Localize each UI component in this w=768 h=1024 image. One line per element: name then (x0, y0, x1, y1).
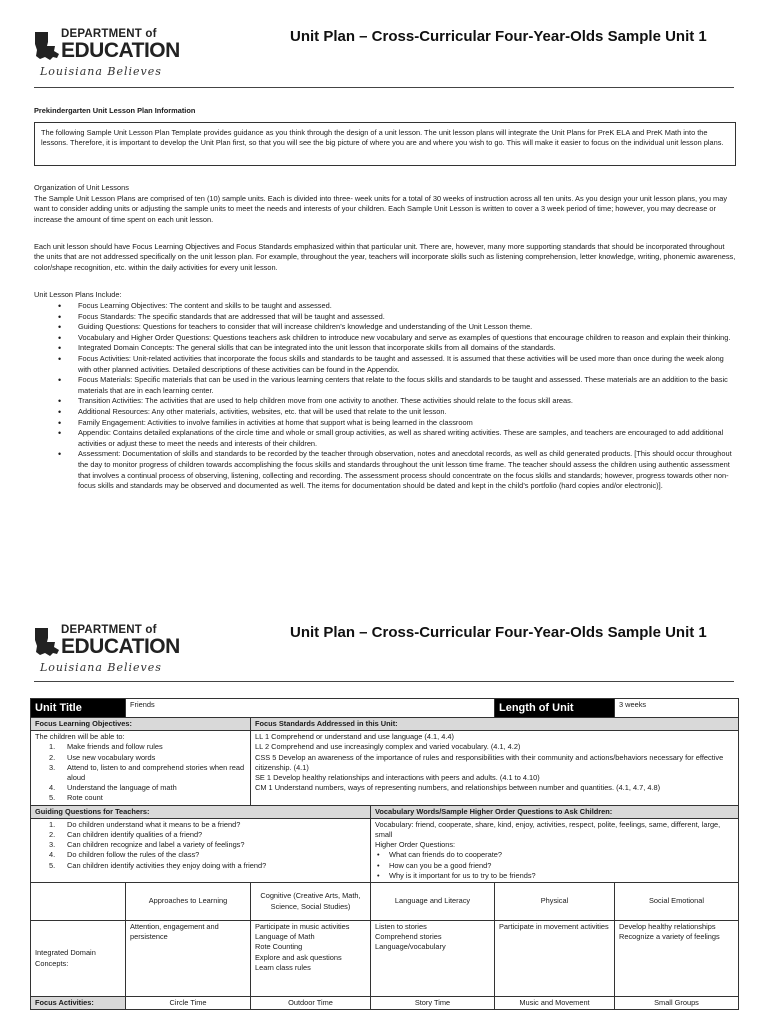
list-item: • Focus Learning Objectives: The content and skills to be taught and assessed. (34, 301, 736, 312)
list-item: • Assessment: Documentation of skills and standards to be recorded by the teacher through observation, notes and anecdotal records, as well as child generated products. [This should occur throughout the day to monitor progress of children towards accomplishing the focus skills and standards throughout the unit lesson time frame. The teacher should assess the children using authentic assessment that involves a continual process of observing, listening, collecting and recording. The assessment process should concentrate on the focus skills and standards; however, progress towards other non-focus skills and standards may be observed and documented as well. The items for documentation should be dated and kept in the child’s portfolio (hard copies and/or electronic)]. (34, 449, 736, 491)
concept-item: Participate in movement activities (499, 922, 609, 932)
info-box: The following Sample Unit Lesson Plan Template provides guidance as you think through the design of a unit lesson. The unit lesson plans will integrate the Unit Plans for PreK ELA and PreK Math into the lessons. Therefore, it is important to develop the Unit Plan first, so that you will see the big picture of where you are and where you wish to go. This will make it easier to focus on the individual unit lesson plans. (34, 122, 736, 166)
objectives-list (35, 742, 246, 803)
list-item: 3. Can children recognize and label a variety of feelings? (49, 840, 245, 850)
domain-approaches: Approaches to Learning (126, 883, 251, 921)
document-page-2 (0, 600, 768, 1024)
logo-line2: EDUCATION (61, 39, 180, 62)
standard-item: LL 1 Comprehend or understand and use language (4.1, 4.4) (255, 732, 455, 742)
list-item: 2. Can children identify qualities of a friend? (49, 830, 203, 840)
list-item: 2. Use new vocabulary words (49, 752, 156, 762)
standards-cell (251, 731, 739, 805)
guiding-questions-list (35, 820, 366, 871)
list-item: • Integrated Domain Concepts: The general skills that can be integrated into the unit lesson that incorporate skills from all domains of the standards. (34, 343, 736, 354)
table-row (31, 718, 739, 731)
unit-title-value: Friends (126, 699, 495, 718)
page-header (34, 624, 734, 682)
concept-item: Rote Counting (255, 942, 303, 952)
list-item: • How can you be a good friend? (375, 861, 734, 871)
list-item: 3. Attend to, listen to and comprehend stories when read aloud (49, 762, 245, 783)
list-item: • Transition Activities: The activities that are used to help children move from one activity to another. These activities should relate to the focus skill areas. (34, 396, 736, 407)
concept-item: Participate in music activities (255, 922, 350, 932)
concept-item: Recognize a variety of feelings (619, 932, 720, 942)
concepts-social (615, 921, 739, 997)
domain-social: Social Emotional (615, 883, 739, 921)
table-row (31, 731, 739, 805)
concept-item: Listen to stories (375, 922, 427, 932)
table-row (31, 818, 739, 882)
activity-header: Story Time (371, 997, 495, 1010)
list-item: 5. Can children identify activities they enjoy doing with a friend? (49, 860, 267, 870)
unit-plan-table (30, 698, 739, 1010)
logo-line1: DEPARTMENT of (61, 28, 157, 40)
concept-item: Language/vocabulary (375, 942, 446, 952)
list-heading: Unit Lesson Plans Include: (34, 290, 122, 299)
list-item: 1. Make friends and follow rules (49, 742, 163, 752)
table-row (31, 699, 739, 718)
standards-paragraph: Each unit lesson should have Focus Learning Objectives and Focus Standards emphasized within that particular unit. There are, however, many more supporting standards that should be incorporated throughout the units that are not addressed specifically on the unit lesson plan. For example, throughout the year, teachers will incorporate skills such as listening comprehension, letter knowledge, writing, phonemic awareness, color/shape recognition, etc. within the daily activities for every unit lesson. (34, 242, 736, 272)
concepts-language (371, 921, 495, 997)
objectives-cell (31, 731, 251, 805)
vocab-cell (371, 818, 739, 882)
list-item: 1. Do children understand what it means to be a friend? (49, 819, 241, 829)
concepts-approaches (126, 921, 251, 997)
vocab-words: Vocabulary: friend, cooperate, share, kind, enjoy, activities, respect, polite, feelings, same, different, large, small (375, 819, 721, 840)
concepts-cognitive (251, 921, 371, 997)
list-item: 5. Rote count (49, 793, 103, 803)
table-row (31, 997, 739, 1010)
table-row (31, 921, 739, 997)
list-item: • What can friends do to cooperate? (375, 850, 734, 860)
hoq-label: Higher Order Questions: (375, 840, 456, 850)
table-row (31, 805, 739, 818)
activity-header: Small Groups (615, 997, 739, 1010)
list-item: • Vocabulary and Higher Order Questions: Questions teachers ask children to introduce new vocabulary and serve as examples of questions that encourage children to reason and explain their thinking. (34, 333, 736, 344)
list-item: • Why is it important for us to try to be friends? (375, 871, 734, 881)
document-title: Unit Plan – Cross-Curricular Four-Year-Olds Sample Unit 1 (290, 28, 707, 45)
logo-line1: DEPARTMENT of (61, 624, 157, 636)
concept-item: Attention, engagement and persistence (130, 922, 219, 942)
document-title: Unit Plan – Cross-Curricular Four-Year-Olds Sample Unit 1 (290, 624, 707, 641)
organization-heading: Organization of Unit Lessons (34, 183, 129, 192)
vocab-label: Vocabulary Words/Sample Higher Order Questions to Ask Children: (371, 805, 739, 818)
list-item: 4. Do children follow the rules of the class? (49, 850, 200, 860)
activity-header: Music and Movement (495, 997, 615, 1010)
concepts-physical (495, 921, 615, 997)
list-item: • Additional Resources: Any other materials, activities, websites, etc. that will be used that relate to the unit lesson. (34, 407, 736, 418)
list-item: • Guiding Questions: Questions for teachers to consider that will increase children’s knowledge and understanding of the Unit Lesson theme. (34, 322, 736, 333)
hoq-list (375, 850, 734, 881)
concept-item: Learn class rules (255, 962, 311, 972)
objectives-intro: The children will be able to: (35, 732, 125, 742)
page-header (34, 28, 734, 88)
standards-label: Focus Standards Addressed in this Unit: (251, 718, 739, 731)
list-item: • Appendix: Contains detailed explanations of the circle time and whole or small group activities, as well as shared writing activities. These are samples, and teachers are encouraged to add additional activities or adjust these to meet the needs and interests of their children. (34, 428, 736, 449)
guiding-cell (31, 818, 371, 882)
activities-label: Focus Activities: (31, 997, 126, 1010)
plan-components-list (34, 301, 736, 492)
louisiana-state-icon (34, 626, 60, 658)
department-logo (34, 624, 180, 676)
logo-line2: EDUCATION (61, 635, 180, 658)
domain-cognitive: Cognitive (Creative Arts, Math, Science, Social Studies) (251, 883, 371, 921)
list-item: • Focus Materials: Specific materials that can be used in the various learning centers that relate to the focus skills and standards to be taught and assessed. These materials are an addition to the basic materials that are in each learning center. (34, 375, 736, 396)
list-item: • Family Engagement: Activities to involve families in activities at home that support what is being learned in the classroom (34, 418, 736, 429)
blank-corner-cell (31, 883, 126, 921)
section-title: Prekindergarten Unit Lesson Plan Information (34, 106, 196, 115)
standard-item: CM 1 Understand numbers, ways of representing numbers, and relationships between number and quantities. (4.1, 4.7, 4.8) (255, 783, 661, 793)
table-row (31, 883, 739, 921)
concept-item: Comprehend stories (375, 932, 442, 942)
activity-header: Outdoor Time (251, 997, 371, 1010)
standard-item: SE 1 Develop healthy relationships and interactions with peers and adults. (4.1 to 4.10) (255, 773, 540, 783)
concept-item: Develop healthy relationships (619, 922, 716, 932)
length-value: 3 weeks (615, 699, 739, 718)
objectives-label: Focus Learning Objectives: (31, 718, 251, 731)
unit-title-label: Unit Title (31, 699, 126, 718)
list-item: 4. Understand the language of math (49, 783, 177, 793)
organization-paragraph: The Sample Unit Lesson Plans are comprised of ten (10) sample units. Each is divided into three- week units for a total of 30 weeks of instruction across all ten units. As you design your unit lesson plans, you may want to consider adding units or adjusting the sample units to meet the needs and interests of your children. Each Sample Unit Lesson is written to cover a 3 week period of time; however, you may decrease or increase the amount of time spent on each unit lesson. (34, 194, 728, 224)
logo-tagline: Louisiana Believes (40, 65, 162, 78)
department-logo (34, 28, 180, 80)
louisiana-state-icon (34, 30, 60, 62)
domain-language: Language and Literacy (371, 883, 495, 921)
standard-item: CSS 5 Develop an awareness of the importance of rules and responsibilities with their community and actions/behaviors necessary for effective citizenship. (4.1) (255, 752, 724, 772)
list-item: • Focus Activities: Unit-related activities that incorporate the focus skills and standards to be taught and assessed. It is assumed that these activities will be used more than once during the week along with other planned activities. Detailed descriptions of these activities can be found in the Appendix. (34, 354, 736, 375)
length-label: Length of Unit (495, 699, 615, 718)
logo-tagline: Louisiana Believes (40, 661, 162, 674)
standard-item: LL 2 Comprehend and use increasingly complex and varied vocabulary. (4.1, 4.2) (255, 742, 521, 752)
guiding-label: Guiding Questions for Teachers: (31, 805, 371, 818)
domain-physical: Physical (495, 883, 615, 921)
concept-item: Language of Math (255, 932, 315, 942)
list-item: • Focus Standards: The specific standards that are addressed that will be taught and assessed. (34, 312, 736, 323)
integrated-label: Integrated Domain Concepts: (31, 921, 126, 997)
concept-item: Explore and ask questions (255, 952, 342, 962)
activity-header: Circle Time (126, 997, 251, 1010)
